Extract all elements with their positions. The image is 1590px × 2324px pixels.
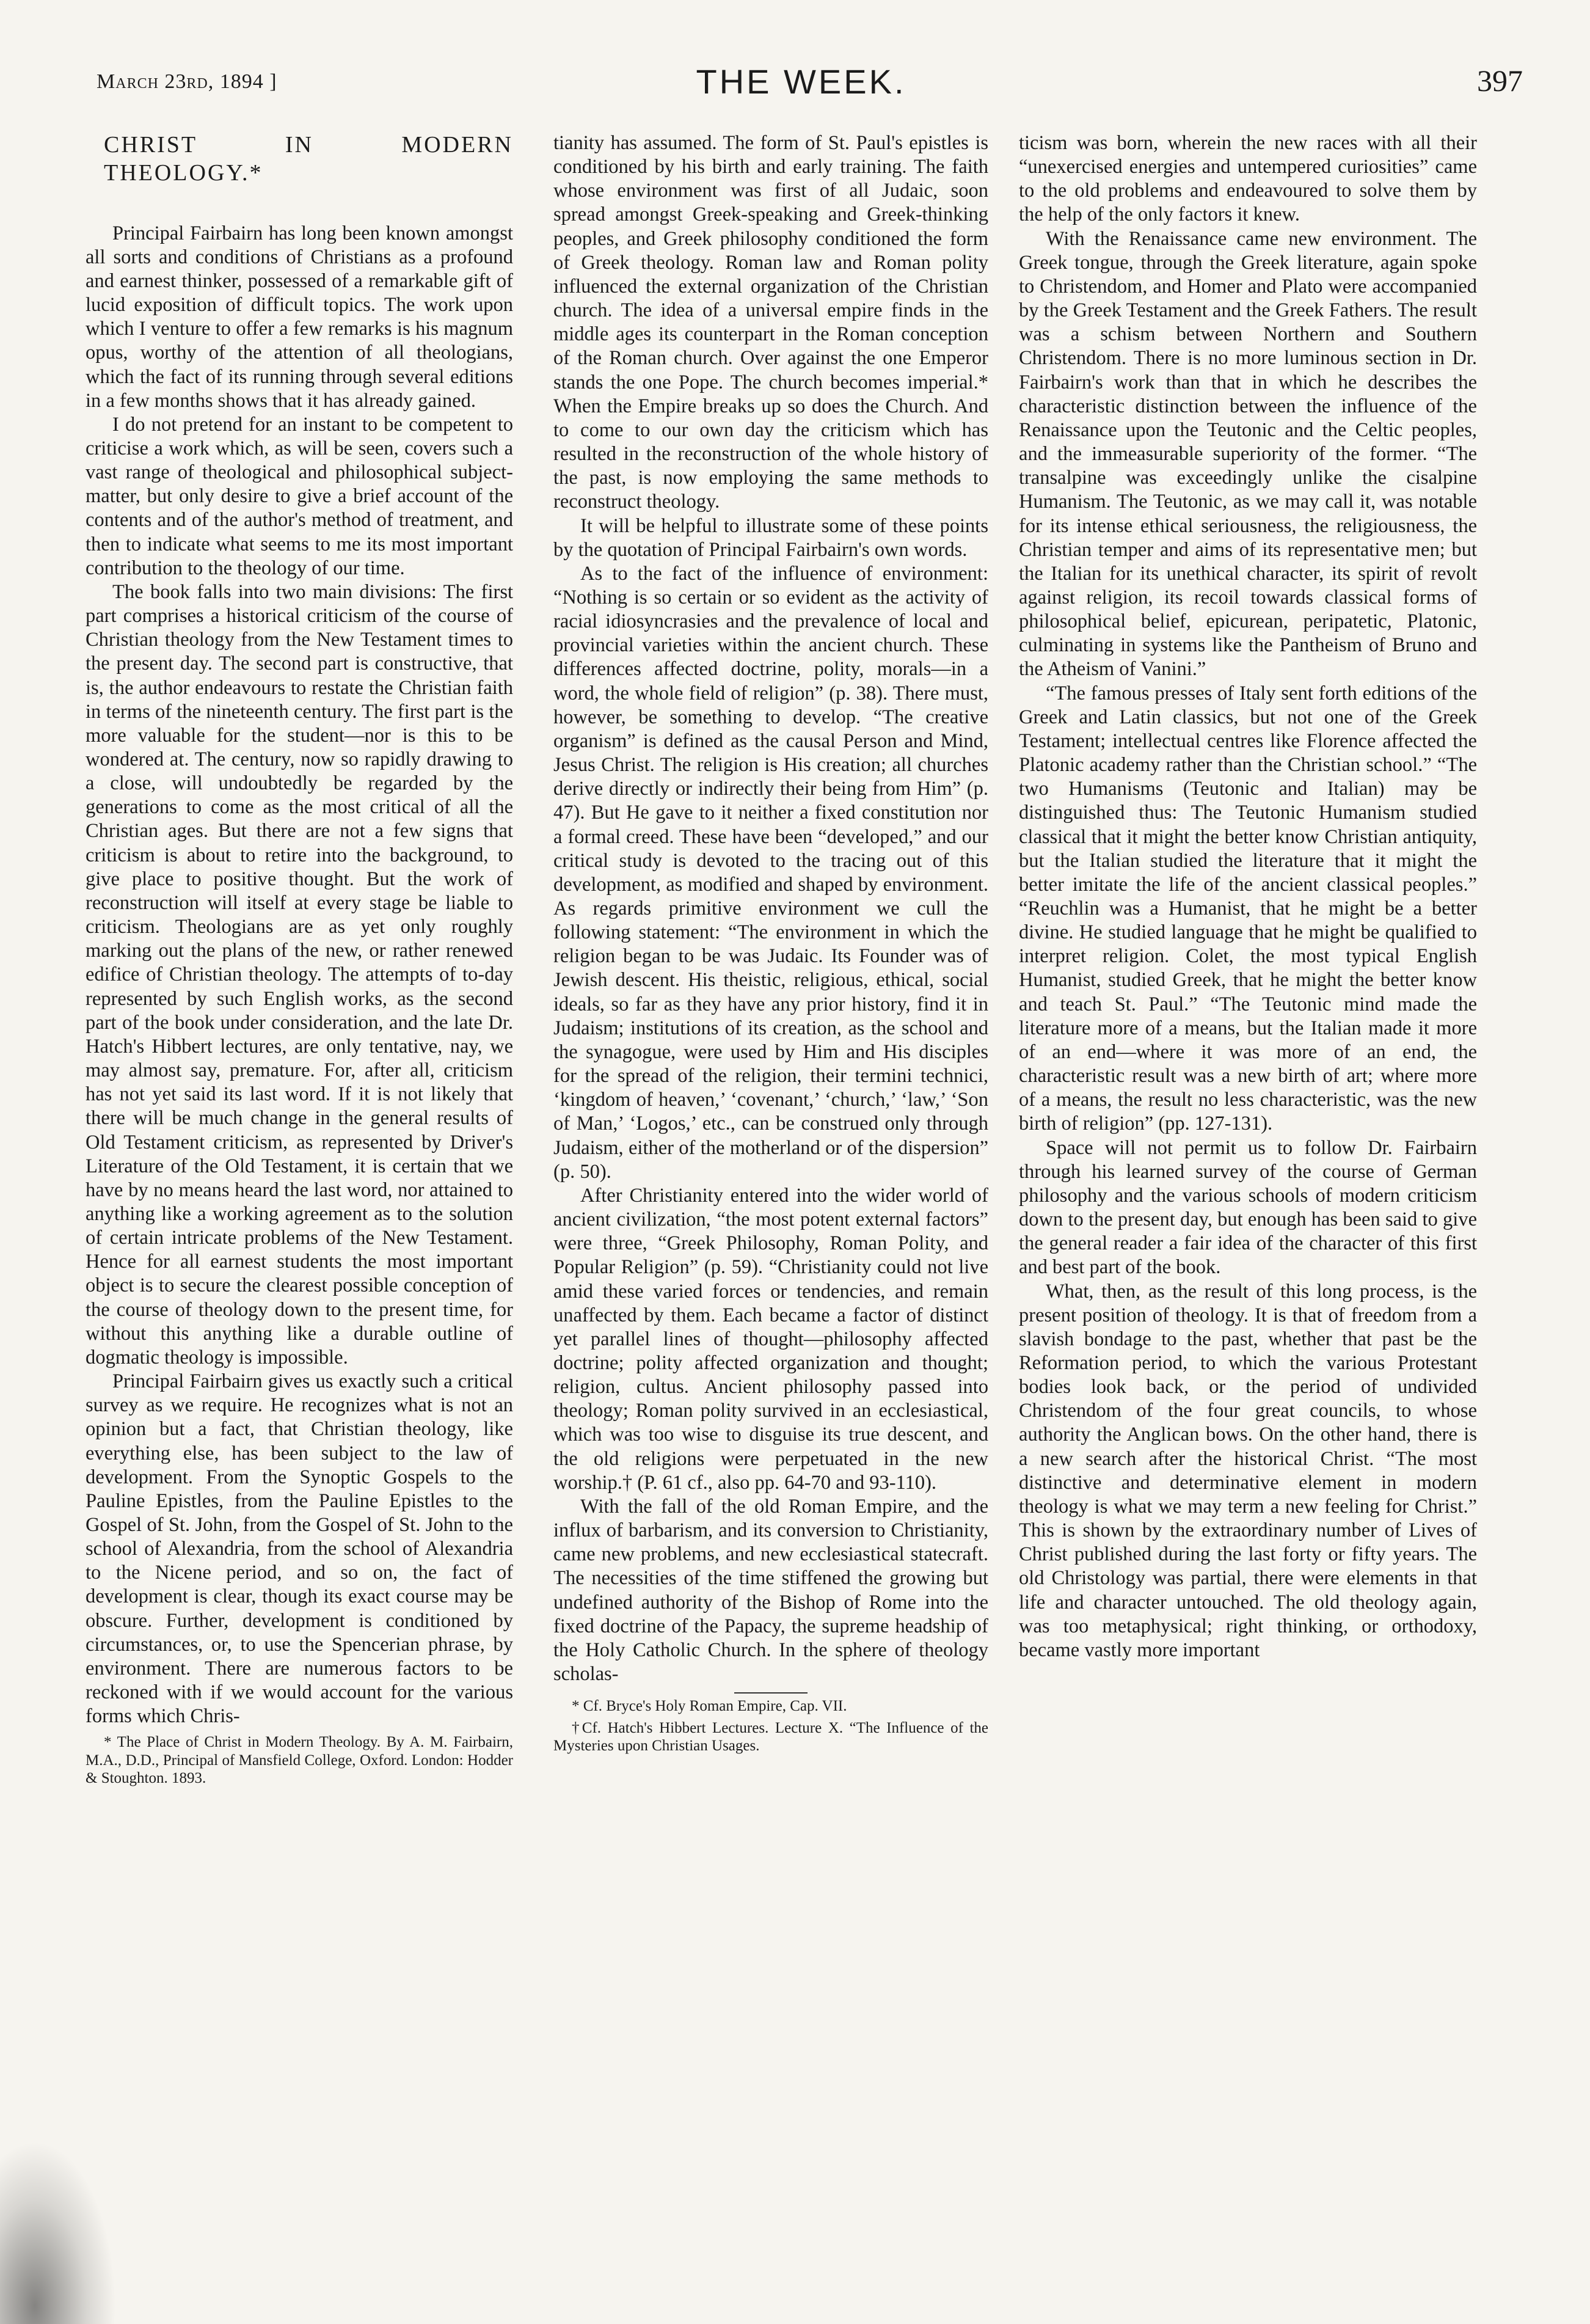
column-3 [1019,131,1477,1662]
paragraph: The book falls into two main divisions: The first part comprises a historical criticism of the course of Christian theology from the New Testament times to the present day. The second part is constructive, that is, the author endeavours to restate the Christian faith in terms of the nineteenth century. The first part is the more valuable for the student—nor is this to be wondered at. The century, now so rapidly drawing to a close, will undoubtedly be regarded by the generations to come as the most critical of all the Christian ages. But there are not a few signs that criticism is about to retire into the background, to give place to positive thought. But the work of reconstruction will itself at every stage be liable to criticism. Theologians are as yet only roughly marking out the plans of the new, or rather renewed edifice of Christian theology. The attempts of to-day represented by such English works, as the second part of the book under consideration, and the late Dr. Hatch's Hibbert lectures, are only tentative, nay, we may almost say, premature. For, after all, criticism has not yet said its last word. If it is not likely that there will be much change in the general results of Old Testament criticism, as represented by Driver's Literature of the Old Testament, it is certain that we have by no means heard the last word, nor attained to anything like a working agreement as to the solution of certain intricate problems of the New Testament. Hence for all earnest students the most important object is to secure the clearest possible conception of the course of theology down to the present time, for without this anything like a durable outline of dogmatic theology is impossible. [86,580,513,1368]
paragraph: Space will not permit us to follow Dr. Fairbairn through his learned survey of the course of German philosophy and the various schools of modern criticism down to the present day, but enough has been said to give the general reader a fair idea of the character of this first and best part of the book. [1019,1136,1477,1279]
footnote-rule [734,1692,808,1694]
paragraph: With the Renaissance came new environment. The Greek tongue, through the Greek literature, again spoke to Christendom, and Homer and Plato were accompanied by the Greek Testament and the Greek Fathers. The result was a schism between Northern and Southern Christendom. There is no more luminous section in Dr. Fairbairn's work than that in which he describes the characteristic distinction between the influence of the Renaissance upon the Teutonic and the Celtic peoples, and the immeasurable superiority of the former. “The transalpine was exceedingly unlike the cisalpine Humanism. The Teutonic, as we may call it, was notable for its intense ethical seriousness, the religiousness, the Christian temper and aims of its representative men; but the Italian for its unethical character, its spirit of revolt against religion, its recoil towards classical forms of philosophical belief, epicurean, peripatetic, Platonic, culminating in systems like the Pantheism of Bruno and the Atheism of Vanini.” [1019,227,1477,681]
page-number: 397 [1477,64,1523,98]
footnote: †Cf. Hatch's Hibbert Lectures. Lecture X. “The Influence of the Mysteries upon Christian Usages. [553,1719,988,1755]
paragraph: Principal Fairbairn gives us exactly such a critical survey as we require. He recognizes what is not an opinion but a fact, that Christian theology, like everything else, has been subject to the law of development. From the Synoptic Gospels to the Pauline Epistles, from the Pauline Epistles to the Gospel of St. John, from the Gospel of St. John to the school of Alexandria, from the school of Alexandria to the Nicene period, and so on, the fact of development is clear, though its exact course may be obscure. Further, development is conditioned by circumstances, or, to use the Spencerian phrase, by environment. There are numerous factors to be reckoned with if we would account for the various forms which Chris- [86,1370,513,1728]
paragraph: tianity has assumed. The form of St. Paul's epistles is conditioned by his birth and early training. The faith whose environment was first of all Judaic, soon spread amongst Greek-speaking and Greek-thinking peoples, and Greek philosophy conditioned the form of Greek theology. Roman law and Roman polity influenced the external organization of the Christian church. The idea of a universal empire finds in the middle ages its counterpart in the Roman conception of the Roman church. Over against the one Emperor stands the one Pope. The church becomes imperial.* When the Empire breaks up so does the Church. And to come to our own day the criticism which has resulted in the reconstruction of the whole history of the past, is now employing the same methods to reconstruct theology. [553,132,988,513]
column-2 [553,131,988,1755]
footnote: * Cf. Bryce's Holy Roman Empire, Cap. VII. [572,1698,847,1715]
paragraph: Principal Fairbairn has long been known amongst all sorts and conditions of Christians as a profound and earnest thinker, possessed of a remarkable gift of lucid exposition of difficult topics. The work upon which I venture to offer a few remarks is his magnum opus, worthy of the attention of all theologians, which the fact of its running through several editions in a few months shows that it has already gained. [86,222,513,412]
paragraph: With the fall of the old Roman Empire, and the influx of barbarism, and its conversion to Christianity, came new problems, and new ecclesiastical statecraft. The necessities of the time stiffened the growing but undefined authority of the Bishop of Rome into the fixed doctrine of the Papacy, the supreme headship of the Holy Catholic Church. In the sphere of theology scholas- [553,1495,988,1685]
paragraph: I do not pretend for an instant to be competent to criticise a work which, as will be seen, covers such a vast range of theological and philosophical subject-matter, but only desire to give a brief account of the contents and of the author's method of treatment, and then to indicate what seems to me its most important contribution to the theology of our time. [86,413,513,579]
scan-smudge [0,2141,116,2324]
article-title: CHRIST IN MODERN THEOLOGY.* [104,132,513,186]
paragraph: As to the fact of the influence of environment: “Nothing is so certain or so evident as the activity of racial idiosyncrasies and the prevalence of local and provincial varieties within the ancient church. These differences affected doctrine, polity, morals—in a word, the whole field of religion” (p. 38). There must, however, be something to develop. “The creative organism” is defined as the causal Person and Mind, Jesus Christ. The religion is His creation; all churches derive directly or indirectly their being from Him” (p. 47). But He gave to it neither a fixed constitution nor a formal creed. These have been “developed,” and our critical study is devoted to the tracing out of this development, as modified and shaped by environment. As regards primitive environment we cull the following statement: “The environment in which the religion began to be was Judaic. Its Founder was of Jewish descent. His theistic, religious, ethical, social ideals, so far as they have any prior history, find it in Judaism; institutions of its creation, as the school and the synagogue, were used by Him and His disciples for the spread of the religion, their termini technici, ‘kingdom of heaven,’ ‘covenant,’ ‘church,’ ‘law,’ ‘Son of Man,’ ‘Logos,’ etc., can be construed only through Judaism, either of the motherland or of the dispersion” (p. 50). [553,562,988,1183]
paragraph: “The famous presses of Italy sent forth editions of the Greek and Latin classics, but not one of the Greek Testament; intellectual centres like Florence affected the Platonic academy rather than the Christian school.” “The two Humanisms (Teutonic and Italian) may be distinguished thus: The Teutonic Humanism studied classical that it might the better know Christian antiquity, but the Italian studied the literature that it might the better imitate the life of the ancient classical peoples.” “Reuchlin was a Humanist, that he might be a better divine. He studied language that he might be qualified to interpret religion. Colet, the most typical English Humanist, studied Greek, that he might the better know and teach St. Paul.” “The Teutonic mind made the literature more of a means, but the Italian made it more of an end—where it was more of an end, the characteristic result was a new birth of art; where more of a means, the result no less characteristic, was the new birth of religion” (pp. 127-131). [1019,682,1477,1135]
paragraph: ticism was born, wherein the new races with all their “unexercised energies and untempered curiosities” came to the old problems and endeavoured to solve them by the help of the only factors it knew. [1019,132,1477,226]
paragraph: It will be helpful to illustrate some of these points by the quotation of Principal Fairbairn's own words. [553,514,988,561]
running-head [79,58,1523,107]
footnote: * The Place of Christ in Modern Theology. By A. M. Fairbairn, M.A., D.D., Principal of Mansfield College, Oxford. London: Hodder & Stoughton. 1893. [86,1734,513,1787]
paragraph: What, then, as the result of this long process, is the present position of theology. It is that of freedom from a slavish bondage to the past, whether that past be the Reformation period, to which the various Protestant bodies look back, or the period of undivided Christendom of the four great councils, to whose authority the Anglican bows. On the other hand, there is a new search after the historical Christ. “The most distinctive and determinative element in modern theology is what we may term a new feeling for Christ.” This is shown by the extraordinary number of Lives of Christ published during the last forty or fifty years. The old Christology was partial, there were elements in that life and character untouched. The old theology again, was too metaphysical; right thinking, or orthodoxy, became vastly more important [1019,1280,1477,1661]
issue-date: March 23rd, 1894 ] [97,70,277,93]
paragraph: After Christianity entered into the wider world of ancient civilization, “the most potent external factors” were three, “Greek Philosophy, Roman Polity, and Popular Religion” (p. 59). “Christianity could not live amid these varied forces or tendencies, and remain unaffected by them. Each became a factor of distinct yet parallel lines of thought—philosophy affected doctrine; polity affected organization and thought; religion, cultus. Ancient philosophy passed into theology; Roman polity survived in an ecclesiastical, which was too wise to disguise its true descent, and the old religions were perpetuated in the new worship.† (P. 61 cf., also pp. 64-70 and 93-110). [553,1184,988,1494]
column-1 [86,131,513,1788]
publication-title: THE WEEK. [696,62,906,101]
